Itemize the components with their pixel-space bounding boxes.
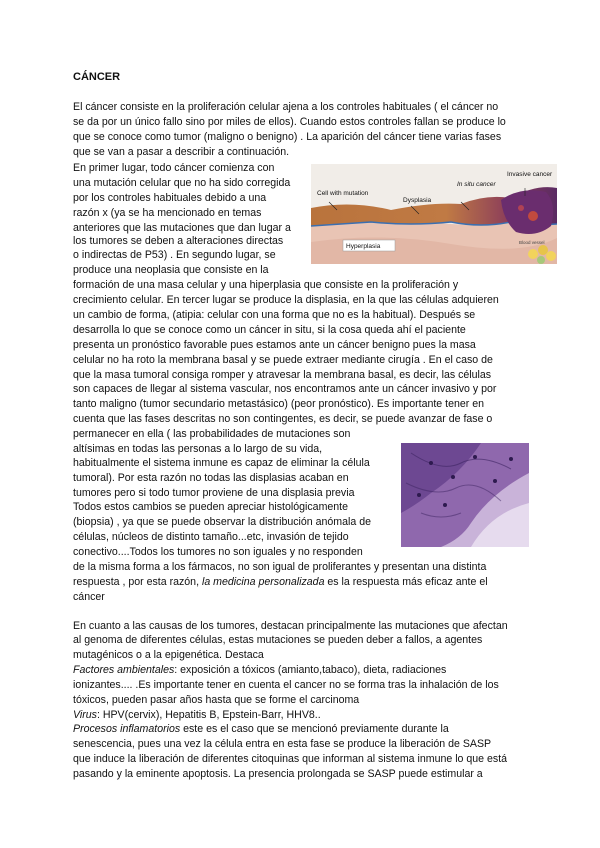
paragraph-line: tanto maligno (tumor secundario metastásico) (peor pronóstico). Es importante tener en [73, 398, 484, 410]
text-run: : exposición a tóxicos (amianto,tabaco), dieta, radiaciones [174, 664, 447, 676]
paragraph-line: cáncer [73, 591, 105, 603]
paragraph-line: por los controles habituales debido a una [73, 192, 267, 204]
cancer-progression-figure [311, 164, 557, 264]
nucleus [493, 479, 497, 483]
italic-term: Procesos inflamatorios [73, 723, 181, 735]
paragraph-line: formación de una masa celular y una hiperplasia que consiste en la proliferación y [73, 279, 459, 291]
paragraph-line: (biopsia) , ya que se puede observar la distribución anómala de [73, 516, 371, 528]
text-run: respuesta , por esta razón, [73, 576, 202, 588]
paragraph-line: mutagénicos o a la epigenética. Destaca [73, 649, 264, 661]
nucleus [417, 493, 421, 497]
paragraph-line [73, 575, 488, 590]
tumor-spot [528, 211, 538, 221]
paragraph-line: En cuanto a las causas de los tumores, destacan principalmente las mutaciones que afectan [73, 620, 508, 632]
nucleus [429, 461, 433, 465]
paragraph-line: razón x (ya se ha mencionado en temas [73, 207, 262, 219]
paragraph-line: celular no ha roto la membrana basal y se puede extraer mediante cirugía . En el caso de [73, 354, 493, 366]
paragraph-line: ionizantes.... .Es importante tener en cuenta el cancer no se forma tras la inhalación de los [73, 679, 499, 691]
label-hyperplasia: Hyperplasia [346, 243, 381, 250]
paragraph-line: que se conoce como tumor (maligno o benigno) . La aparición del cáncer tiene varias fases [73, 131, 502, 143]
text-run: es la respuesta más eficaz ante el [324, 576, 488, 588]
paragraph-line: produce una neoplasia que consiste en la [73, 264, 269, 276]
paragraph-line: permanecer en ella ( las probabilidades de mutaciones son [73, 428, 351, 440]
nucleus [509, 457, 513, 461]
label-blood-vessel: Blood vessel [519, 240, 545, 245]
vessel-cell [537, 256, 545, 264]
paragraph-line: En primer lugar, todo cáncer comienza con [73, 162, 275, 174]
paragraph-line: que se van a pasar a describir a continuación. [73, 146, 290, 158]
paragraph-line: al genoma de diferentes células, estas mutaciones se pueden deber a fallos, a agentes [73, 634, 483, 646]
paragraph-line: se da por un único fallo sino por miles de ellos). Cuando estos controles fallan se produce lo [73, 116, 506, 128]
paragraph-line: crecimiento celular. En tercer lugar se produce la displasia, en la que las células adquieren [73, 294, 499, 306]
paragraph-line: que la masa tumoral consiga romper y atravesar la membrana basal, es decir, las células [73, 369, 492, 381]
vessel-cell [538, 245, 548, 255]
paragraph-line: son capaces de llegar al sistema vascular, nos encontramos ante un cáncer invasivo y por [73, 383, 497, 395]
paragraph-line [73, 663, 446, 678]
page-title: CÁNCER [73, 71, 121, 83]
paragraph-line: que induce la liberación de diferentes citoquinas que informan al sistema inmune lo que está [73, 753, 508, 765]
cancer-progression-illustration [311, 164, 557, 264]
label-invasive-cancer: Invasive cancer [507, 171, 553, 178]
paragraph-line: pasando y la eminente apoptosis. La presencia prolongada se SASP puede estimular a [73, 768, 483, 780]
paragraph-line: Todos estos cambios se pueden apreciar histológicamente [73, 501, 349, 513]
histology-illustration [401, 443, 529, 547]
paragraph-line: senescencia, pues una vez la célula entra en esta fase se produce la liberación de SASP [73, 738, 492, 750]
paragraph-line [73, 708, 321, 723]
italic-term: Virus [73, 709, 97, 721]
paragraph-line: o indirectas de P53) . En segundo lugar, se [73, 249, 276, 261]
tumor-spot [518, 205, 524, 211]
text-run: este es el caso que se mencionó previamente durante la [180, 723, 449, 735]
paragraph-line: desarrolla lo que se conoce como un cáncer in situ, si la cosa queda ahí el paciente [73, 324, 466, 336]
paragraph-line: una mutación celular que no ha sido corregida [73, 177, 291, 189]
nucleus [473, 455, 477, 459]
nucleus [443, 503, 447, 507]
text-run: : HPV(cervix), Hepatitis B, Epstein-Barr, HHV8.. [96, 709, 321, 721]
paragraph-line: los tumores se deben a alteraciones directas [73, 235, 284, 247]
paragraph-line: tumoral). Por esta razón no todas las displasias acaban en [73, 472, 349, 484]
vessel-cell [546, 251, 556, 261]
paragraph-line: El cáncer consiste en la proliferación celular ajena a los controles habituales ( el cáncer no [73, 101, 499, 113]
italic-term: Factores ambientales [73, 664, 175, 676]
paragraph-line: presenta un pronóstico favorable pues estamos ante un cáncer benigno pues la masa [73, 339, 476, 351]
label-in-situ-cancer: In situ cancer [457, 181, 496, 188]
paragraph-line: anteriores que las mutaciones que dan lugar a [73, 222, 291, 234]
paragraph-line: células, núcleos de distinto tamaño...etc, invasión de tejido [73, 531, 349, 543]
label-dysplasia: Dysplasia [403, 197, 432, 204]
label-cell-with-mutation: Cell with mutation [317, 190, 369, 197]
paragraph-line: tumores pero si todo tumor proviene de una displasia previa [73, 487, 355, 499]
nucleus [451, 475, 455, 479]
vessel-cell [528, 249, 538, 259]
paragraph-line [73, 722, 449, 737]
paragraph-line: conectivo....Todos los tumores no son iguales y no responden [73, 546, 363, 558]
paragraph-line: habitualmente el sistema inmune es capaz de eliminar la célula [73, 457, 370, 469]
paragraph-line: altísimas en todas las personas a lo largo de su vida, [73, 443, 323, 455]
italic-term: la medicina personalizada [201, 576, 325, 588]
paragraph-line: tóxicos, pueden pasar años hasta que se forme el carcinoma [73, 694, 360, 706]
histology-micrograph [401, 443, 529, 547]
paragraph-line: un cambio de forma, (atipia: celular con una forma que no es la habitual). Después se [73, 309, 476, 321]
paragraph-line: cuenta que las fases descritas no son contingentes, es decir, se puede avanzar de fase o [73, 413, 493, 425]
paragraph-line: de la misma forma a los fármacos, no son igual de proliferantes y presentan una distinta [73, 561, 487, 573]
